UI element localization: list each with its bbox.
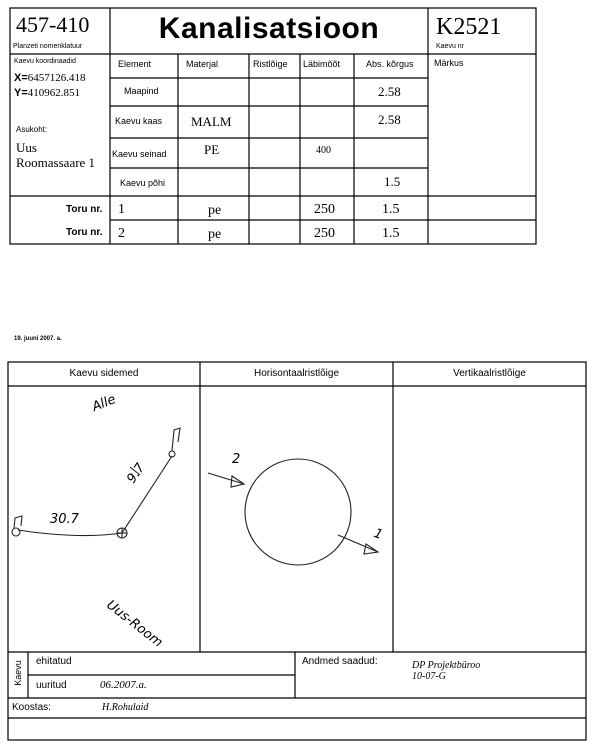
location-line2: Roomassaare 1 [16, 155, 96, 170]
x-value: 6457126.418 [27, 72, 86, 84]
pipe1-nr: 1 [118, 202, 125, 217]
row-seinad-materjal: PE [204, 142, 220, 157]
uuritud-label: uuritud [36, 680, 67, 691]
y-coordinate [14, 87, 80, 99]
location-line1: Uus [16, 140, 37, 155]
sheet-label: Planzeti nomenklatuur [13, 43, 83, 50]
note-alle: Alle [90, 392, 119, 415]
row-pohi-element: Kaevu põhi [120, 178, 166, 188]
header-markus: Märkus [434, 58, 464, 68]
connection-sketch [12, 428, 180, 538]
andmed-label: Andmed saadud: [302, 656, 378, 667]
y-label: Y= [14, 87, 28, 99]
header-korgus: Abs. kõrgus [366, 59, 414, 69]
pipe1-korgus: 1.5 [382, 202, 400, 217]
andmed-value2: 10-07-G [412, 671, 446, 682]
x-label: X= [14, 72, 28, 84]
pipe-label-2: 2 [232, 452, 241, 467]
note-road: Uus-Room [103, 597, 166, 651]
distance-9: 9.7 [124, 460, 149, 487]
row-pohi-korgus: 1.5 [384, 174, 401, 189]
header-element: Element [118, 59, 152, 69]
header-labimoot: Läbimõõt [303, 59, 341, 69]
row-kaas-korgus: 2.58 [378, 112, 401, 127]
row-seinad-labimoot: 400 [316, 145, 331, 156]
well-label: Kaevu nr [436, 43, 465, 50]
date-stamp: 19. juuni 2007. a. [14, 336, 62, 342]
koostas-label: Koostas: [12, 702, 51, 713]
koostas-value: H.Rohulaid [102, 702, 149, 713]
pipe-label-1: 1 [371, 526, 385, 543]
document-title: Kanalisatsioon [158, 12, 380, 45]
header-ristloige: Ristlõige [253, 59, 288, 69]
pipe2-nr: 2 [118, 226, 125, 241]
ehitatud-label: ehitatud [36, 656, 72, 667]
well-number: K2521 [436, 14, 502, 40]
location-label: Asukoht: [16, 125, 48, 134]
y-value: 410962.851 [27, 87, 81, 99]
uuritud-value: 06.2007.a. [100, 679, 147, 691]
pipe1-materjal: pe [208, 203, 222, 218]
x-coordinate [14, 72, 86, 84]
row-kaas-materjal: MALM [191, 114, 232, 129]
andmed-value1: DP Projektbüroo [412, 660, 481, 671]
col-horisontaal: Horisontaalristlõige [253, 368, 340, 379]
row-maapind-element: Maapind [124, 86, 159, 96]
kaevu-vertical-label: Kaevu [13, 660, 23, 686]
pipe1-labimoot: 250 [314, 202, 335, 217]
pipe2-korgus: 1.5 [382, 226, 400, 241]
row-maapind-korgus: 2.58 [378, 84, 401, 99]
row-seinad-element: Kaevu seinad [112, 149, 167, 159]
sheet-number: 457-410 [16, 12, 90, 37]
pipe2-materjal: pe [208, 227, 222, 242]
header-materjal: Materjal [186, 59, 219, 69]
col-kaevu-sidemed: Kaevu sidemed [69, 368, 139, 379]
row-kaas-element: Kaevu kaas [115, 116, 163, 126]
distance-30: 30.7 [50, 512, 79, 527]
horizontal-section [208, 459, 378, 565]
pipe2-label: Toru nr. [66, 227, 103, 238]
pipe2-labimoot: 250 [314, 226, 335, 241]
coords-label: Kaevu koordinaadid [14, 58, 76, 65]
pipe1-label: Toru nr. [66, 204, 103, 215]
col-vertikaal: Vertikaalristlõige [453, 368, 526, 379]
